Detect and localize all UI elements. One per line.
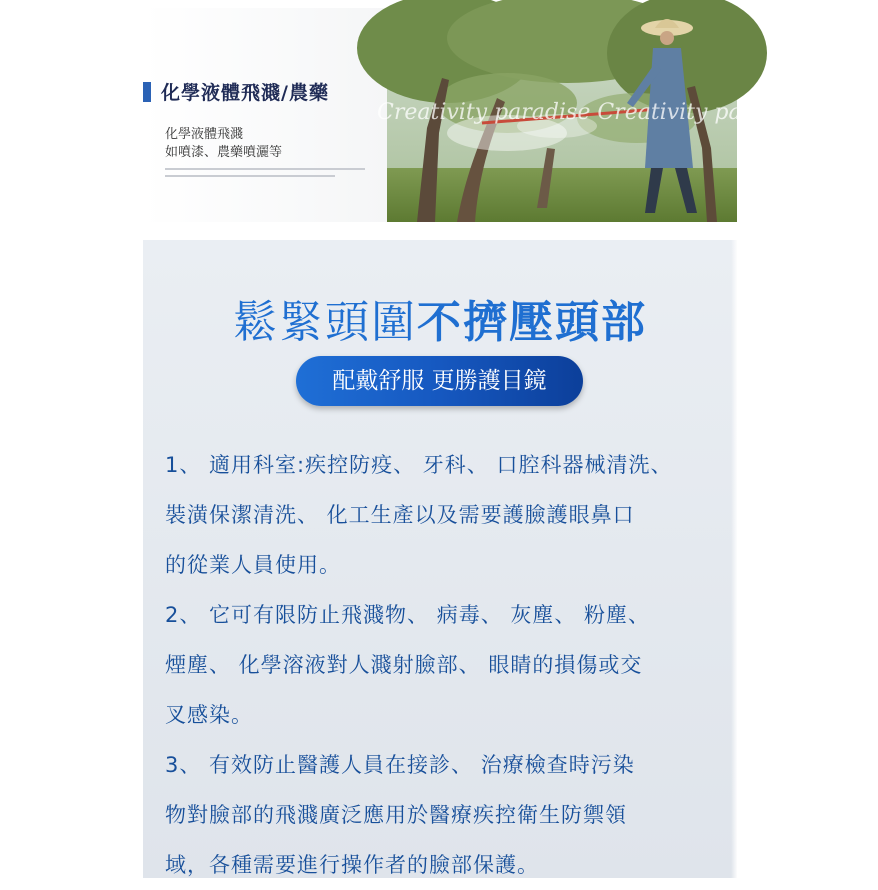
- feature-panel: [143, 240, 737, 878]
- banner-subtitle-line2: 如噴漆、農藥噴灑等: [165, 145, 283, 160]
- description-line: 3、 有效防止醫護人員在接診、 治療檢查時污染: [165, 753, 635, 777]
- banner-subtitle-line1: 化學液體飛濺: [165, 127, 244, 142]
- description-line: 叉感染。: [165, 703, 253, 727]
- banner-fine-print-decoration: [165, 168, 365, 182]
- product-banner: [143, 8, 811, 222]
- banner-text-area: [143, 8, 387, 222]
- description-line: 的從業人員使用。: [165, 553, 341, 577]
- description-line: 2、 它可有限防止飛濺物、 病毒、 灰塵、 粉塵、: [165, 603, 651, 627]
- description-line: 煙塵、 化學溶液對人濺射臉部、 眼睛的損傷或交: [165, 653, 643, 677]
- farmer-spraying-orchard-photo: [377, 8, 811, 222]
- comfort-pill-badge: 配戴舒服 更勝護目鏡: [296, 356, 583, 406]
- description-line: 1、 適用科室:疾控防疫、 牙科、 口腔科器械清洗、: [165, 453, 673, 477]
- usage-description: [165, 440, 725, 890]
- description-line: 物對臉部的飛濺廣泛應用於醫療疾控衛生防禦領: [165, 803, 627, 827]
- banner-subtitle: [165, 126, 282, 162]
- description-line: 域，各種需要進行操作者的臉部保護。: [165, 853, 539, 877]
- description-line: 裝潢保潔清洗、 化工生產以及需要護臉護眼鼻口: [165, 503, 635, 527]
- headline-part1: 鬆緊頭圍: [233, 297, 417, 348]
- panel-edge-fade: [731, 240, 737, 878]
- photo-watermark: Creativity paradise Creativity paradise: [377, 100, 811, 125]
- headline: [143, 286, 737, 350]
- banner-title: 化學液體飛濺/農藥: [161, 78, 329, 105]
- headline-part2: 不擠壓頭部: [417, 297, 647, 348]
